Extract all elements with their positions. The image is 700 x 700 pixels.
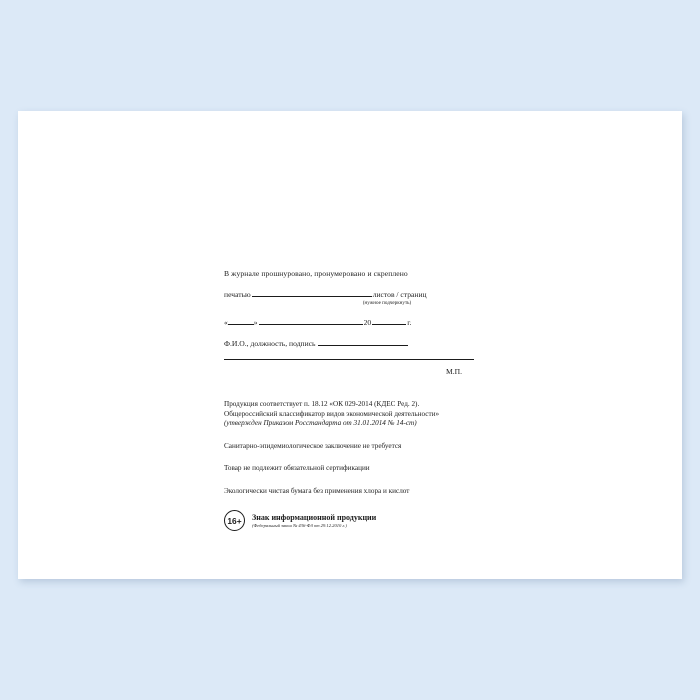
note-line-6: Экологически чистая бумага без применения хлора и кислот (224, 486, 410, 495)
month-fill-line (259, 317, 363, 325)
note-line-1: Продукция соответствует п. 18.12 «ОК 029-2014 (КДЕС Ред. 2). (224, 400, 420, 408)
year-suffix: г. (407, 318, 412, 327)
age-mark-block (224, 510, 474, 531)
underline-note: (нужное подчеркнуть) (362, 300, 412, 306)
certification-intro: В журнале прошнуровано, пронумеровано и скреплено (224, 269, 408, 278)
signature-label: Ф.И.О., должность, подпись (224, 339, 316, 348)
notes-block (224, 400, 474, 496)
signature-row (224, 338, 474, 348)
note-line-3: (утвержден Приказом Росстандарта от 31.01.2014 № 14-ст) (224, 419, 417, 427)
date-row (224, 317, 474, 327)
age-mark-title: Знак информационной продукции (252, 513, 377, 522)
year-fill-line (372, 317, 406, 325)
signature-fill-line (318, 338, 408, 346)
note-line-5: Товар не подлежит обязательной сертификации (224, 464, 370, 472)
signature-second-rule (224, 358, 474, 360)
seal-label: печатью (224, 290, 251, 299)
year-prefix: 20 (363, 318, 372, 327)
age-mark-texts (252, 513, 376, 528)
note-line-4: Санитарно-эпидемиологическое заключение не требуется (224, 441, 402, 450)
document-page (18, 111, 682, 579)
day-fill-line (228, 317, 254, 325)
date-quote-open: « (224, 318, 228, 327)
note-line-2: Общероссийский классификатор видов экономической деятельности» (224, 409, 440, 418)
sheets-label: листов / страниц (372, 290, 427, 299)
stamp-place-label: М.П. (445, 367, 462, 376)
date-quote-close: » (253, 318, 258, 327)
age-rating-icon: 16+ (224, 510, 245, 531)
seal-row (224, 289, 474, 299)
age-mark-law: (Федеральный закон № 436-ФЗ от 29.12.2010 г.) (252, 523, 347, 528)
seal-fill-line (252, 289, 372, 297)
document-content (224, 269, 474, 531)
